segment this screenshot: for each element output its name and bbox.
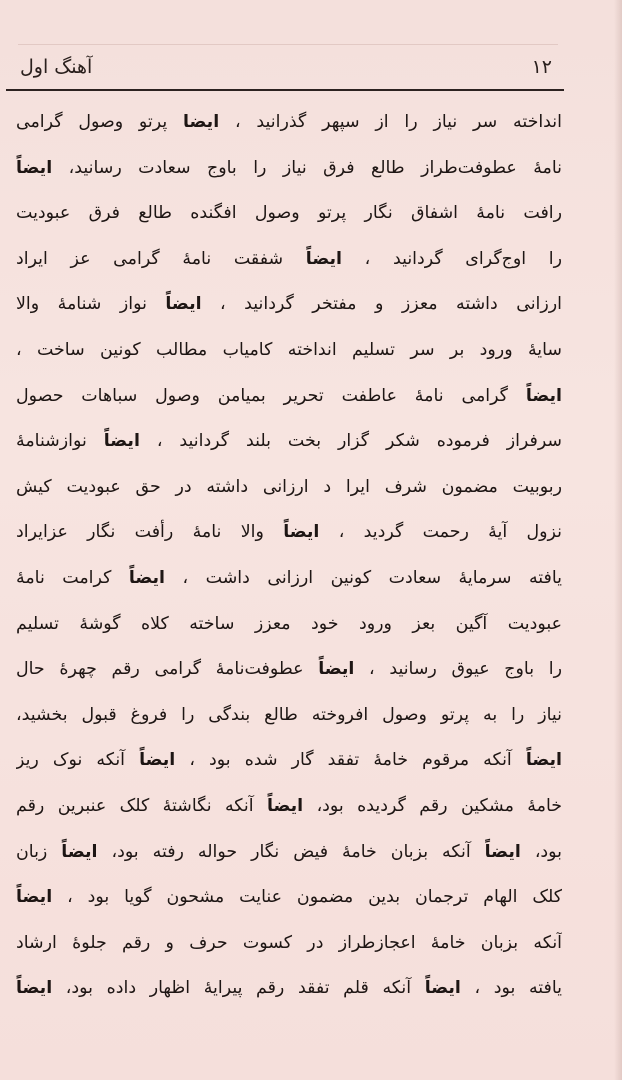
bold-keyword: ایضاً	[318, 659, 355, 680]
text-line	[16, 602, 562, 648]
text-run: نامهٔ عطوفت‌طراز طالع فرق نیاز را باوج سعادت رسانید،	[52, 157, 562, 178]
bold-keyword: ایضاً	[484, 841, 521, 862]
text-run: نواز شنامهٔ والا	[16, 294, 166, 315]
text-run: را باوج عیوق رسانید ،	[354, 659, 562, 680]
bold-keyword: ایضاً	[525, 750, 562, 771]
text-run: عبودیت آگین بعز ورود خود معزز ساخته کلاه گوشهٔ تسلیم	[16, 613, 562, 634]
text-run: نیاز را به پرتو وصول افروخته طالع بندگی را فروغ قبول بخشید،	[16, 704, 562, 725]
text-line	[16, 328, 562, 374]
bold-keyword: ایضاً	[424, 978, 461, 999]
text-run: آنکه نوک ریز	[16, 750, 140, 771]
text-run: را اوج‌گرای گردانید ،	[341, 248, 562, 269]
text-line	[16, 966, 562, 1012]
text-run: والا نامهٔ رأفت نگار عزایراد	[16, 522, 284, 543]
top-faint-rule	[18, 44, 558, 45]
text-run: آنکه نگاشتهٔ کلک عنبرین رقم	[16, 795, 267, 816]
text-run: انداخته سر نیاز را از سپهر گذرانید ،	[219, 112, 562, 132]
text-run: آنکه قلم تفقد رقم پیرایهٔ اظهار داده بود،	[52, 978, 425, 999]
text-line	[16, 237, 562, 283]
text-line	[16, 191, 562, 237]
text-run: ارزانی داشته معزز و مفتخر گردانید ،	[201, 294, 562, 315]
text-line	[16, 419, 562, 465]
text-run: یافته سرمایهٔ سعادت کونین ارزانی داشت ،	[165, 567, 562, 588]
text-run: سایهٔ ورود بر سر تسلیم انداخته کامیاب مطالب کونین ساخت ،	[16, 339, 562, 360]
text-run: بود،	[520, 841, 562, 862]
text-line	[16, 784, 562, 830]
text-line	[16, 738, 562, 784]
bold-keyword: ایضاً	[305, 248, 342, 269]
text-line	[16, 556, 562, 602]
page-edge-shadow	[614, 0, 622, 1080]
text-run: آنکه بزبان خامهٔ اعجازطراز در کسوت حرف و رقم جلوهٔ ارشاد	[16, 932, 562, 953]
text-line	[16, 921, 562, 967]
header-rule	[6, 89, 564, 91]
text-line	[16, 830, 562, 876]
body-text	[16, 100, 562, 999]
page-number: ۱۲	[531, 56, 552, 78]
text-line	[16, 510, 562, 556]
text-line	[16, 647, 562, 693]
bold-keyword: ایضاً	[16, 978, 53, 999]
text-line	[16, 100, 562, 146]
text-run: شفقت نامهٔ گرامی عز ایراد	[16, 248, 306, 269]
text-line	[16, 465, 562, 511]
text-line	[16, 693, 562, 739]
bold-keyword: ایضا	[183, 112, 220, 132]
text-run: پرتو وصول گرامی	[16, 112, 184, 132]
text-run: ربوبیت مضمون شرف ایرا د ارزانی داشته در حق عبودیت کیش	[16, 476, 562, 497]
text-run: کلک الهام ترجمان بدین مضمون عنایت مشحون گویا بود ،	[52, 887, 562, 908]
bold-keyword: ایضاً	[128, 567, 166, 588]
text-run: نوازشنامهٔ	[16, 431, 104, 452]
text-run: خامهٔ مشکین رقم گردیده بود،	[303, 795, 562, 816]
text-run: رافت نامهٔ اشفاق نگار پرتو وصول افگنده طالع فرق عبودیت	[16, 203, 562, 224]
text-run: نزول آیهٔ رحمت گردید ،	[319, 522, 562, 543]
bold-keyword: ایضاً	[16, 887, 53, 908]
text-line	[16, 282, 562, 328]
bold-keyword: ایضاً	[165, 294, 202, 315]
text-run: سرفراز فرموده شکر گزار بخت بلند گردانید ،	[139, 431, 562, 452]
running-head: آهنگ اول	[20, 56, 93, 78]
text-run: آنکه مرقوم خامهٔ تفقد گار شده بود ،	[175, 750, 526, 771]
text-line	[16, 374, 562, 420]
bold-keyword: ایضاً	[103, 431, 140, 452]
text-run: عطوفت‌نامهٔ گرامی رقم چهرهٔ حال	[16, 659, 319, 680]
text-run: زبان	[16, 841, 62, 862]
text-run: گرامی نامهٔ عاطفت تحریر بمیامن وصول سباهات حصول	[16, 385, 526, 406]
text-run: آنکه بزبان خامهٔ فیض نگار حواله رفته بود،	[97, 841, 485, 862]
text-run: کرامت نامهٔ	[16, 567, 129, 588]
bold-keyword: ایضاً	[61, 841, 98, 862]
page-header	[12, 50, 566, 88]
bold-keyword: ایضاً	[16, 157, 53, 178]
bold-keyword: ایضاً	[525, 385, 562, 406]
text-line	[16, 875, 562, 921]
text-run: یافته بود ،	[460, 978, 562, 999]
bold-keyword: ایضاً	[266, 795, 304, 816]
bold-keyword: ایضاً	[139, 750, 176, 771]
bold-keyword: ایضاً	[283, 522, 320, 543]
text-line	[16, 146, 562, 192]
